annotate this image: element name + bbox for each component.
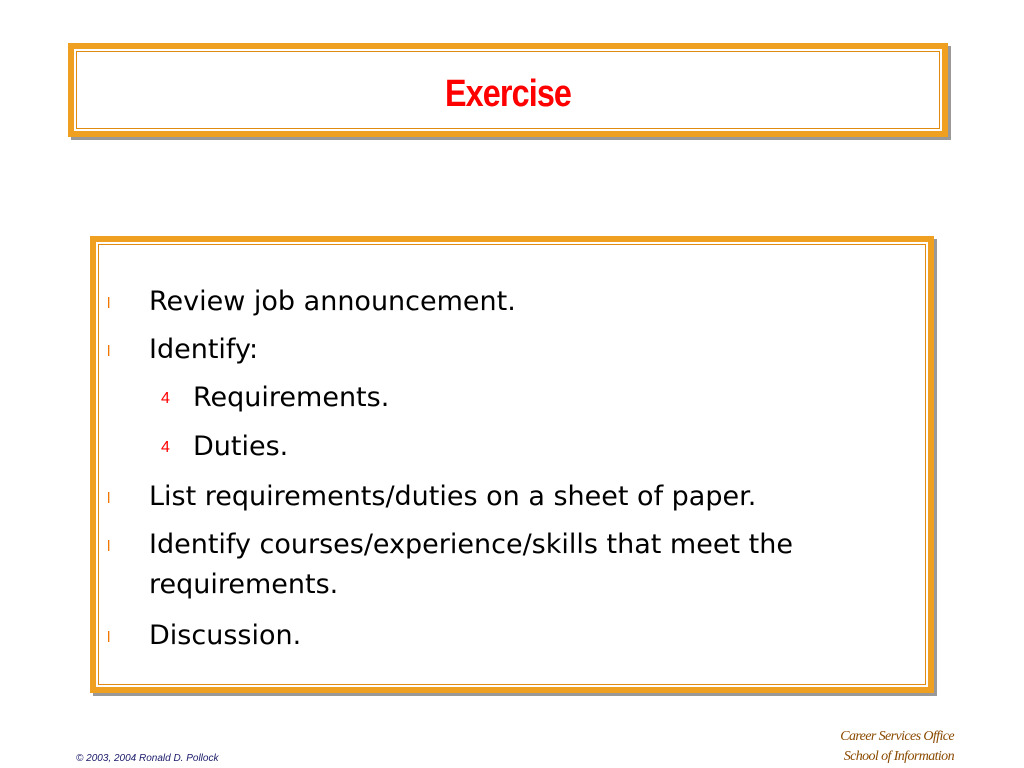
slide-title: Exercise	[444, 73, 572, 115]
bullet-marker: l	[107, 343, 111, 360]
list-item	[107, 331, 259, 369]
organization-name	[840, 727, 954, 767]
list-item-continuation	[149, 566, 338, 604]
list-item	[107, 478, 757, 516]
sub-bullet-marker: 4	[161, 439, 170, 456]
org-line-2: School of Information	[843, 749, 954, 764]
sub-bullet-marker: 4	[161, 390, 170, 407]
list-item	[161, 428, 289, 466]
list-item-text: Duties.	[193, 431, 289, 462]
list-item-text: Identify courses/experience/skills that meet the	[149, 529, 793, 560]
list-item	[107, 283, 516, 321]
list-item	[107, 617, 302, 655]
title-frame	[68, 43, 948, 137]
list-item-text: Discussion.	[149, 620, 302, 651]
content-frame	[90, 236, 934, 693]
list-item-text: Requirements.	[193, 382, 390, 413]
list-item-text: Review job announcement.	[149, 286, 516, 317]
bullet-marker: l	[107, 490, 111, 507]
bullet-marker: l	[107, 538, 111, 555]
list-item	[161, 379, 390, 417]
list-item-text: List requirements/duties on a sheet of paper.	[149, 481, 757, 512]
list-item	[107, 526, 793, 564]
copyright-text: © 2003, 2004 Ronald D. Pollock	[76, 753, 219, 764]
bullet-marker: l	[107, 295, 111, 312]
bullet-marker: l	[107, 629, 111, 646]
org-line-1: Career Services Office	[840, 729, 954, 744]
list-item-text: requirements.	[149, 569, 339, 600]
list-item-text: Identify:	[149, 334, 259, 365]
